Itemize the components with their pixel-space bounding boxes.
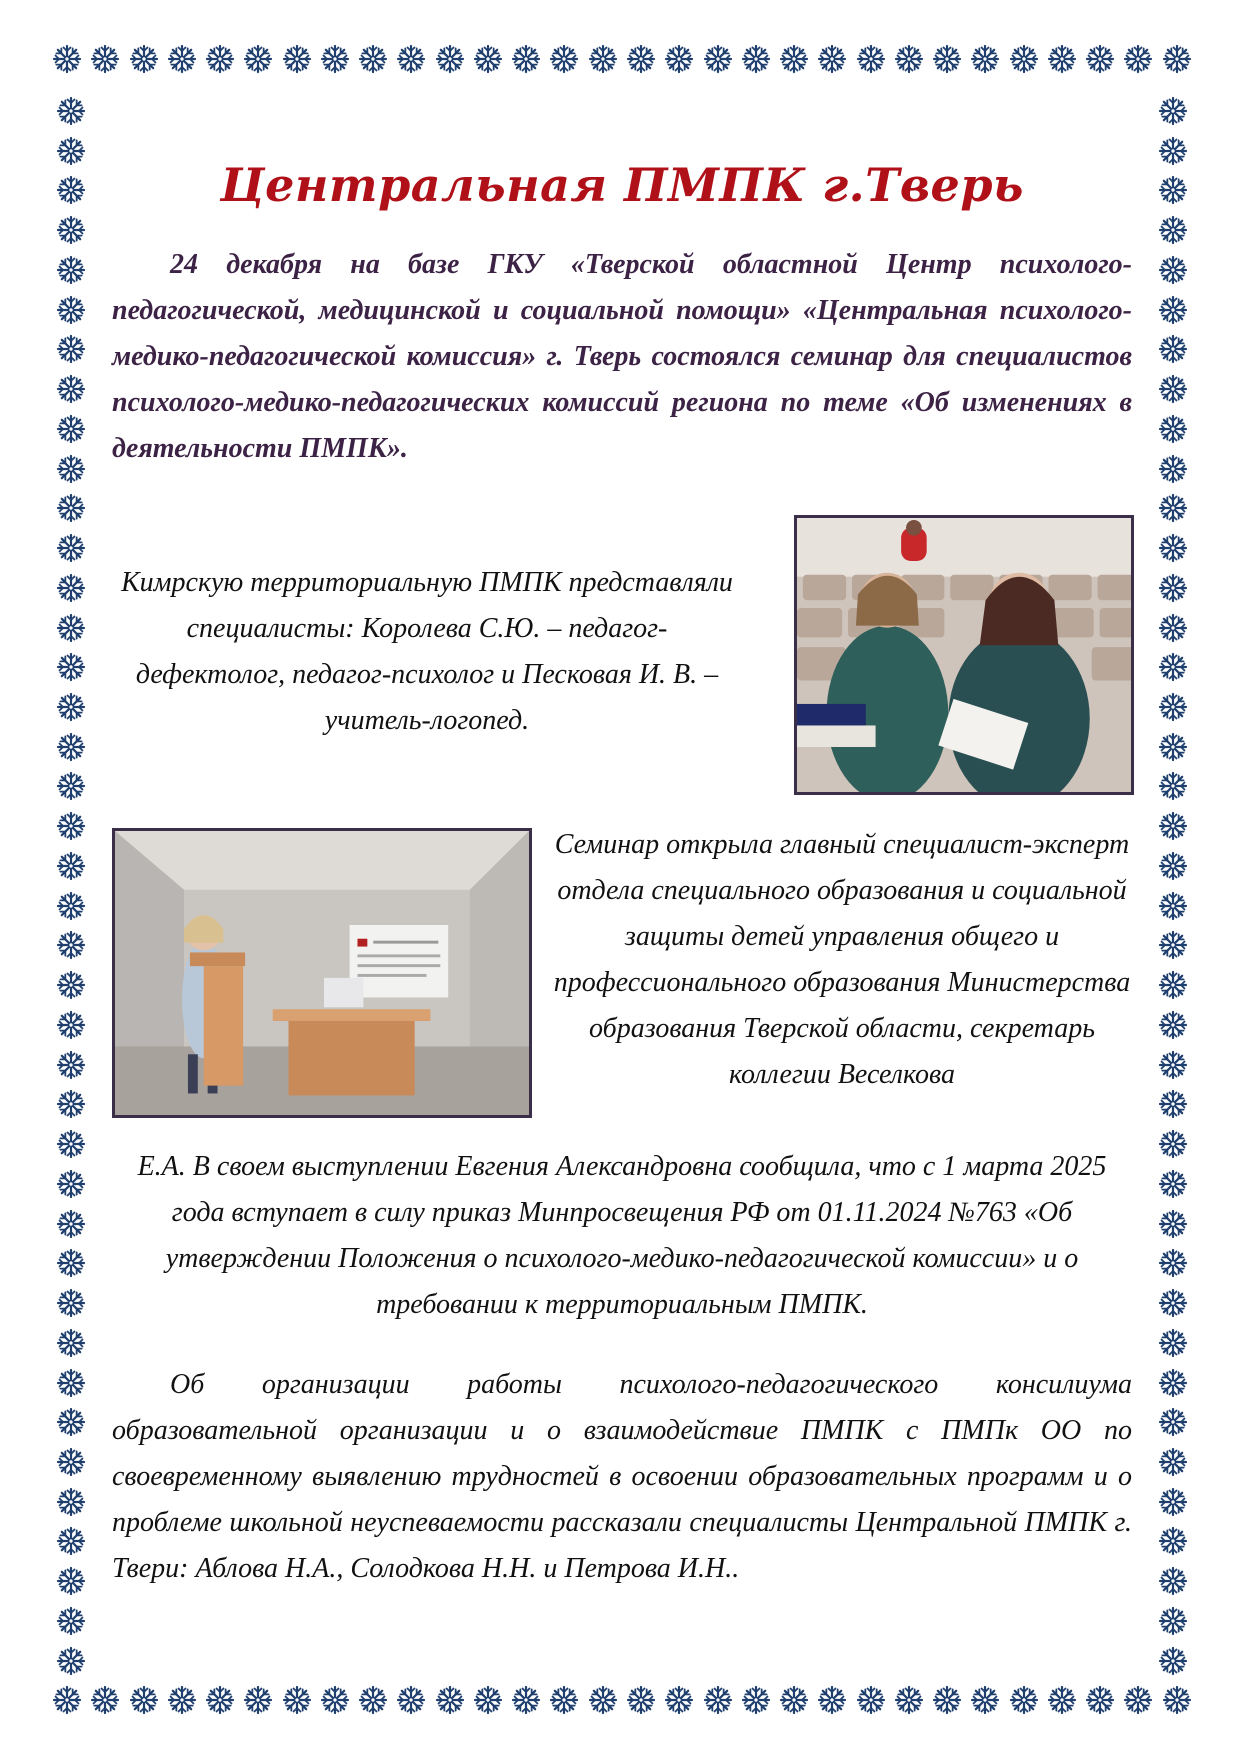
snowflake-icon: [205, 1685, 235, 1715]
snowflake-icon: [56, 1447, 86, 1477]
snowflake-icon: [282, 44, 312, 74]
snowflake-icon: [703, 44, 733, 74]
seminar-paragraph-part1: Семинар открыла главный специалист-эксперт отдела специального образования и социальной защиты детей управления общего и профессионального образования Министерства образования Тверской области, секретарь коллегии Веселкова: [553, 829, 1131, 1090]
snowflake-icon: [970, 44, 1000, 74]
snowflake-icon: [56, 334, 86, 364]
snowflake-icon: [1158, 175, 1188, 205]
snowflake-icon: [1158, 1606, 1188, 1636]
snowflake-icon: [56, 1368, 86, 1398]
snowflake-icon: [1158, 970, 1188, 1000]
snowflake-icon: [1158, 493, 1188, 523]
snowflake-icon: [358, 1685, 388, 1715]
snowflake-icon: [56, 1646, 86, 1676]
snowflake-icon: [56, 1606, 86, 1636]
snowflake-icon: [856, 44, 886, 74]
photo-seminar-speaker: [112, 828, 532, 1118]
snowflake-icon: [1158, 1129, 1188, 1159]
snowflake-icon: [56, 255, 86, 285]
snowflake-icon: [1158, 295, 1188, 325]
snowflake-icon: [817, 44, 847, 74]
snowflake-icon: [1158, 652, 1188, 682]
snowflake-icon: [56, 1526, 86, 1556]
snowflake-icon: [1158, 851, 1188, 881]
snowflake-icon: [56, 96, 86, 126]
snowflake-icon: [1158, 1328, 1188, 1358]
border-top: [52, 40, 1192, 78]
snowflake-icon: [1158, 215, 1188, 245]
snowflake-icon: [473, 1685, 503, 1715]
snowflake-icon: [1158, 1487, 1188, 1517]
snowflake-icon: [1158, 573, 1188, 603]
snowflake-icon: [56, 573, 86, 603]
snowflake-icon: [1009, 1685, 1039, 1715]
snowflake-icon: [894, 44, 924, 74]
snowflake-icon: [1158, 1646, 1188, 1676]
snowflake-icon: [56, 1209, 86, 1239]
snowflake-icon: [549, 1685, 579, 1715]
snowflake-icon: [90, 44, 120, 74]
snowflake-icon: [1158, 533, 1188, 563]
snowflake-icon: [1158, 930, 1188, 960]
snowflake-icon: [56, 1487, 86, 1517]
snowflake-icon: [932, 44, 962, 74]
snowflake-icon: [320, 1685, 350, 1715]
snowflake-icon: [626, 44, 656, 74]
snowflake-icon: [56, 1169, 86, 1199]
snowflake-icon: [779, 44, 809, 74]
snowflake-icon: [56, 175, 86, 205]
snowflake-icon: [167, 44, 197, 74]
snowflake-icon: [56, 295, 86, 325]
snowflake-icon: [1162, 44, 1192, 74]
snowflake-icon: [56, 692, 86, 722]
snowflake-icon: [1158, 255, 1188, 285]
snowflake-icon: [56, 493, 86, 523]
snowflake-icon: [1158, 374, 1188, 404]
representatives-paragraph: Кимрскую территориальную ПМПК представляли специалисты: Королева С.Ю. – педагог-дефектолог, педагог-психолог и Песковая И. В. – учитель-логопед.: [121, 567, 733, 736]
snowflake-icon: [56, 732, 86, 762]
snowflake-icon: [1158, 1447, 1188, 1477]
snowflake-icon: [511, 44, 541, 74]
snowflake-icon: [56, 1407, 86, 1437]
snowflake-icon: [970, 1685, 1000, 1715]
snowflake-icon: [1158, 454, 1188, 484]
snowflake-icon: [1158, 891, 1188, 921]
snowflake-icon: [1158, 96, 1188, 126]
snowflake-icon: [741, 44, 771, 74]
snowflake-icon: [1158, 1288, 1188, 1318]
snowflake-icon: [664, 1685, 694, 1715]
snowflake-icon: [1158, 1169, 1188, 1199]
snowflake-icon: [56, 215, 86, 245]
snowflake-icon: [1047, 44, 1077, 74]
snowflake-icon: [358, 44, 388, 74]
photo-specialists: [794, 515, 1134, 795]
snowflake-icon: [1123, 1685, 1153, 1715]
snowflake-icon: [56, 970, 86, 1000]
border-left: [52, 96, 90, 1676]
snowflake-icon: [56, 930, 86, 960]
snowflake-icon: [1158, 414, 1188, 444]
snowflake-icon: [1158, 136, 1188, 166]
snowflake-icon: [664, 44, 694, 74]
snowflake-icon: [396, 1685, 426, 1715]
snowflake-icon: [56, 1129, 86, 1159]
snowflake-icon: [473, 44, 503, 74]
snowflake-icon: [1158, 1566, 1188, 1596]
snowflake-icon: [817, 1685, 847, 1715]
snowflake-icon: [56, 1566, 86, 1596]
snowflake-icon: [856, 1685, 886, 1715]
snowflake-icon: [56, 771, 86, 801]
snowflake-icon: [1158, 334, 1188, 364]
snowflake-icon: [1158, 1407, 1188, 1437]
snowflake-icon: [56, 454, 86, 484]
intro-paragraph: 24 декабря на базе ГКУ «Тверской областной Центр психолого-педагогической, медицинской и социальной помощи» «Центральная психолого-медико-педагогической комиссия» г. Тверь состоялся семинар для специалистов психолого-медико-педагогических комиссий региона по теме «Об изменениях в деятельности ПМПК».: [112, 249, 1132, 464]
snowflake-icon: [56, 533, 86, 563]
snowflake-icon: [1123, 44, 1153, 74]
document-page: [112, 140, 1132, 1660]
snowflake-icon: [56, 1089, 86, 1119]
snowflake-icon: [1158, 1050, 1188, 1080]
snowflake-icon: [1158, 1526, 1188, 1556]
snowflake-icon: [1158, 732, 1188, 762]
snowflake-icon: [1158, 1368, 1188, 1398]
organization-paragraph: Об организации работы психолого-педагогического консилиума образовательной организации и о взаимодействие ПМПК с ПМПк ОО по своевременному выявлению трудностей в освоении образовательных программ и о проблеме школьной неуспеваемости рассказали специалисты Центральной ПМПК г. Твери: Аблова Н.А., Солодкова Н.Н. и Петрова И.Н..: [112, 1369, 1132, 1584]
snowflake-icon: [56, 1288, 86, 1318]
snowflake-icon: [1158, 613, 1188, 643]
snowflake-icon: [549, 44, 579, 74]
snowflake-icon: [56, 414, 86, 444]
snowflake-icon: [52, 1685, 82, 1715]
border-right: [1154, 96, 1192, 1676]
snowflake-icon: [1158, 692, 1188, 722]
snowflake-icon: [435, 44, 465, 74]
snowflake-icon: [167, 1685, 197, 1715]
snowflake-icon: [1158, 1248, 1188, 1278]
snowflake-icon: [894, 1685, 924, 1715]
snowflake-icon: [243, 1685, 273, 1715]
page-title: Центральная ПМПК г.Тверь: [220, 158, 1024, 212]
snowflake-icon: [243, 44, 273, 74]
snowflake-icon: [779, 1685, 809, 1715]
seminar-paragraph-part2: Е.А. В своем выступлении Евгения Александровна сообщила, что с 1 марта 2025 года вступает в силу приказ Минпросвещения РФ от 01.11.2024 №763 «Об утверждении Положения о психолого-медико-педагогической комиссии» и о требовании к территориальным ПМПК.: [137, 1151, 1107, 1320]
snowflake-icon: [435, 1685, 465, 1715]
snowflake-icon: [282, 1685, 312, 1715]
snowflake-icon: [56, 613, 86, 643]
snowflake-icon: [1158, 1209, 1188, 1239]
snowflake-icon: [56, 1010, 86, 1040]
snowflake-icon: [1158, 1089, 1188, 1119]
snowflake-icon: [1085, 1685, 1115, 1715]
snowflake-icon: [511, 1685, 541, 1715]
snowflake-icon: [320, 44, 350, 74]
snowflake-icon: [56, 374, 86, 404]
snowflake-icon: [1047, 1685, 1077, 1715]
snowflake-icon: [129, 1685, 159, 1715]
snowflake-icon: [56, 1328, 86, 1358]
snowflake-icon: [56, 1248, 86, 1278]
snowflake-icon: [932, 1685, 962, 1715]
snowflake-icon: [588, 44, 618, 74]
snowflake-icon: [626, 1685, 656, 1715]
snowflake-icon: [56, 851, 86, 881]
snowflake-icon: [741, 1685, 771, 1715]
snowflake-icon: [56, 652, 86, 682]
border-bottom: [52, 1681, 1192, 1719]
snowflake-icon: [52, 44, 82, 74]
snowflake-icon: [1162, 1685, 1192, 1715]
snowflake-icon: [56, 136, 86, 166]
snowflake-icon: [129, 44, 159, 74]
snowflake-icon: [1158, 811, 1188, 841]
snowflake-icon: [703, 1685, 733, 1715]
snowflake-icon: [1158, 1010, 1188, 1040]
snowflake-icon: [396, 44, 426, 74]
snowflake-icon: [56, 811, 86, 841]
snowflake-icon: [56, 891, 86, 921]
snowflake-icon: [56, 1050, 86, 1080]
snowflake-icon: [90, 1685, 120, 1715]
snowflake-icon: [588, 1685, 618, 1715]
snowflake-icon: [1158, 771, 1188, 801]
snowflake-icon: [1085, 44, 1115, 74]
snowflake-icon: [1009, 44, 1039, 74]
snowflake-icon: [205, 44, 235, 74]
